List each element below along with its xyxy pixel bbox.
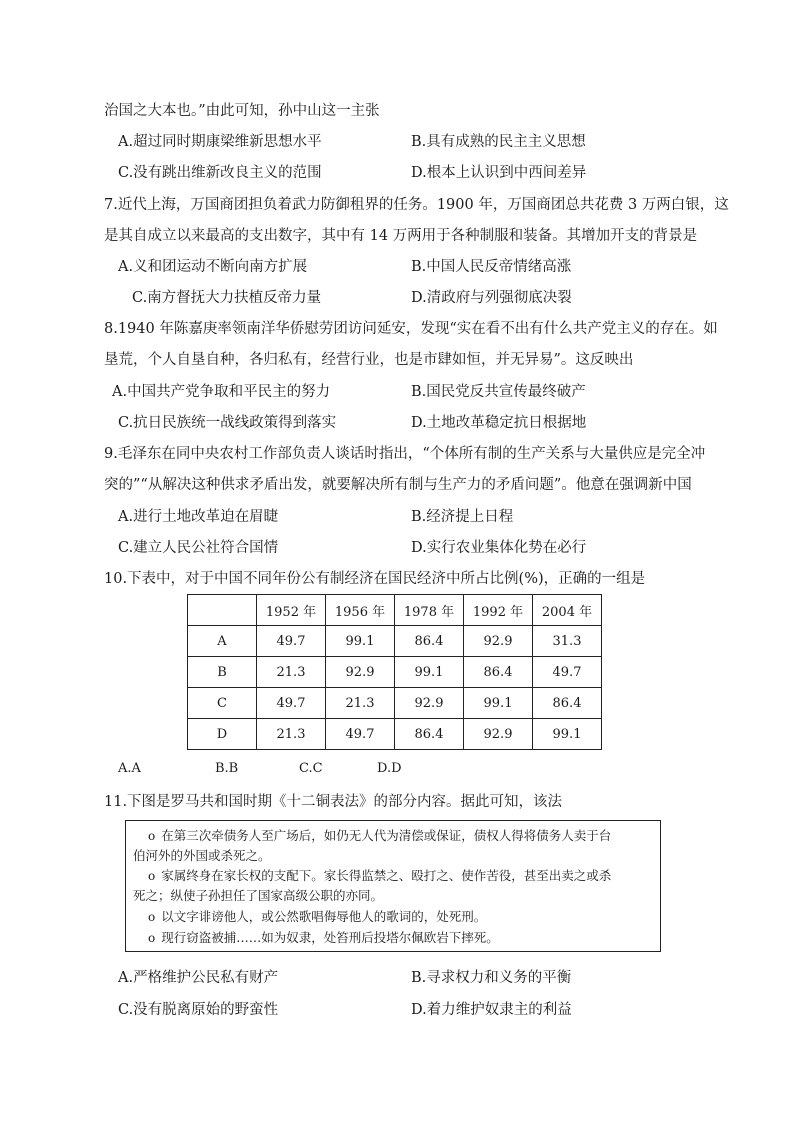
q6-option-a[interactable]: A.超过同时期康梁维新思想水平 [118, 134, 322, 150]
q6-option-c[interactable]: C.没有跳出维新改良主义的范围 [118, 165, 322, 181]
q9-option-a[interactable]: A.进行土地改革迫在眉睫 [118, 509, 279, 525]
table-cell: 49.7 [257, 626, 326, 657]
bullet-icon: o [148, 910, 156, 924]
excerpt-line: o 现行窃盗被捕……如为奴隶，处笞刑后投塔尔佩欧岩下摔死。 [148, 930, 499, 945]
table-cell: B [188, 657, 257, 688]
q10-option-c[interactable]: C.C [299, 761, 323, 776]
table-cell: 99.1 [326, 626, 395, 657]
table-row [188, 688, 602, 719]
q7-option-d[interactable]: D.清政府与列强彻底决裂 [411, 290, 572, 306]
table-row [188, 626, 602, 657]
q8-option-c[interactable]: C.抗日民族统一战线政策得到落实 [118, 415, 337, 431]
q7-stem-line2: 是其自成立以来最高的支出数字，其中有 14 万两用于各种制服和装备。其增加开支的背景是 [104, 228, 698, 244]
q11-option-b[interactable]: B.寻求权力和义务的平衡 [411, 970, 572, 986]
q8-stem-line1: 8.1940 年陈嘉庚率领南洋华侨慰劳团访问延安，发现“实在看不出有什么共产党主义的存在。如 [104, 321, 718, 337]
q8-option-a[interactable]: A.中国共产党争取和平民主的努力 [112, 384, 331, 400]
q7-option-b[interactable]: B.中国人民反帝情绪高涨 [411, 259, 572, 275]
table-cell: 92.9 [464, 719, 533, 750]
table-cell: 21.3 [257, 719, 326, 750]
table-row [188, 719, 602, 750]
table-cell: D [188, 719, 257, 750]
q6-stem-tail: 治国之大本也。”由此可知，孙中山这一主张 [104, 103, 380, 119]
table-cell: 49.7 [326, 719, 395, 750]
q10-option-d[interactable]: D.D [377, 761, 402, 776]
q7-option-a[interactable]: A.义和团运动不断向南方扩展 [118, 259, 308, 275]
q7-stem-line1: 7.近代上海，万国商团担负着武力防御租界的任务。1900 年，万国商团总共花费 3 万两白银，这 [104, 197, 729, 213]
q6-option-d[interactable]: D.根本上认识到中西间差异 [411, 165, 587, 181]
table-cell: 86.4 [464, 657, 533, 688]
table-cell: 49.7 [257, 688, 326, 719]
q7-option-c[interactable]: C.南方督抚大力扶植反帝力量 [132, 290, 322, 306]
q10-option-b[interactable]: B.B [215, 761, 239, 776]
table-header-cell: 1992 年 [464, 595, 533, 626]
bullet-icon: o [148, 869, 156, 883]
q9-option-b[interactable]: B.经济提上日程 [411, 509, 514, 525]
table-cell: 92.9 [464, 626, 533, 657]
q6-option-b[interactable]: B.具有成熟的民主主义思想 [411, 134, 586, 150]
q8-option-d[interactable]: D.土地改革稳定抗日根据地 [411, 415, 587, 431]
q8-option-b[interactable]: B.国民党反共宣传最终破产 [411, 384, 586, 400]
excerpt-line: o 在第三次牵债务人至广场后，如仍无人代为清偿或保证，债权人得将债务人卖于台 [148, 828, 612, 843]
q11-option-c[interactable]: C.没有脱离原始的野蛮性 [118, 1002, 279, 1018]
table-cell: 86.4 [395, 626, 464, 657]
table-cell: 21.3 [326, 688, 395, 719]
q11-option-a[interactable]: A.严格维护公民私有财产 [118, 970, 279, 986]
table-cell: 86.4 [395, 719, 464, 750]
table-cell: 21.3 [257, 657, 326, 688]
table-cell: 92.9 [326, 657, 395, 688]
twelve-tables-excerpt-box [125, 820, 661, 952]
bullet-icon: o [148, 931, 156, 945]
table-header-cell [188, 595, 257, 626]
table-header-cell: 1952 年 [257, 595, 326, 626]
q9-stem-line1: 9.毛泽东在同中央农村工作部负责人谈话时指出，“个体所有制的生产关系与大量供应是完全冲 [104, 446, 706, 462]
excerpt-line: o 家属终身在家长权的支配下。家长得监禁之、殴打之、使作苦役，甚至出卖之或杀 [148, 868, 612, 883]
table-cell: 49.7 [533, 657, 602, 688]
table-cell: 99.1 [395, 657, 464, 688]
q10-stem: 10.下表中，对于中国不同年份公有制经济在国民经济中所占比例(%)，正确的一组是 [104, 571, 646, 587]
table-cell: 92.9 [395, 688, 464, 719]
table-cell: 99.1 [464, 688, 533, 719]
excerpt-line: o 以文字诽谤他人，或公然歌唱侮辱他人的歌词的，处死刑。 [148, 909, 487, 924]
table-header-cell: 1978 年 [395, 595, 464, 626]
q11-stem: 11.下图是罗马共和国时期《十二铜表法》的部分内容。据此可知，该法 [104, 794, 563, 810]
table-cell: 99.1 [533, 719, 602, 750]
table-header-row [188, 595, 602, 626]
table-cell: 31.3 [533, 626, 602, 657]
q9-option-d[interactable]: D.实行农业集体化势在必行 [411, 540, 587, 556]
table-cell: 86.4 [533, 688, 602, 719]
table-header-cell: 1956 年 [326, 595, 395, 626]
q8-stem-line2: 垦荒，个人自垦自种，各归私有，经营行业，也是市肆如恒，并无异易”。这反映出 [104, 352, 634, 368]
table-cell: A [188, 626, 257, 657]
q10-option-a[interactable]: A.A [118, 761, 141, 776]
table-row [188, 657, 602, 688]
q9-option-c[interactable]: C.建立人民公社符合国情 [118, 540, 279, 556]
bullet-icon: o [148, 829, 156, 843]
table-cell: C [188, 688, 257, 719]
ownership-ratio-table [187, 594, 602, 750]
q9-stem-line2: 突的”“从解决这种供求矛盾出发，就要解决所有制与生产力的矛盾问题”。他意在强调新中国 [104, 477, 692, 493]
table-header-cell: 2004 年 [533, 595, 602, 626]
excerpt-line: 伯河外的外国或杀死之。 [133, 848, 271, 863]
q11-option-d[interactable]: D.着力维护奴隶主的利益 [411, 1002, 572, 1018]
excerpt-line: 死之；纵使子孙担任了国家高级公职的亦同。 [133, 888, 384, 903]
